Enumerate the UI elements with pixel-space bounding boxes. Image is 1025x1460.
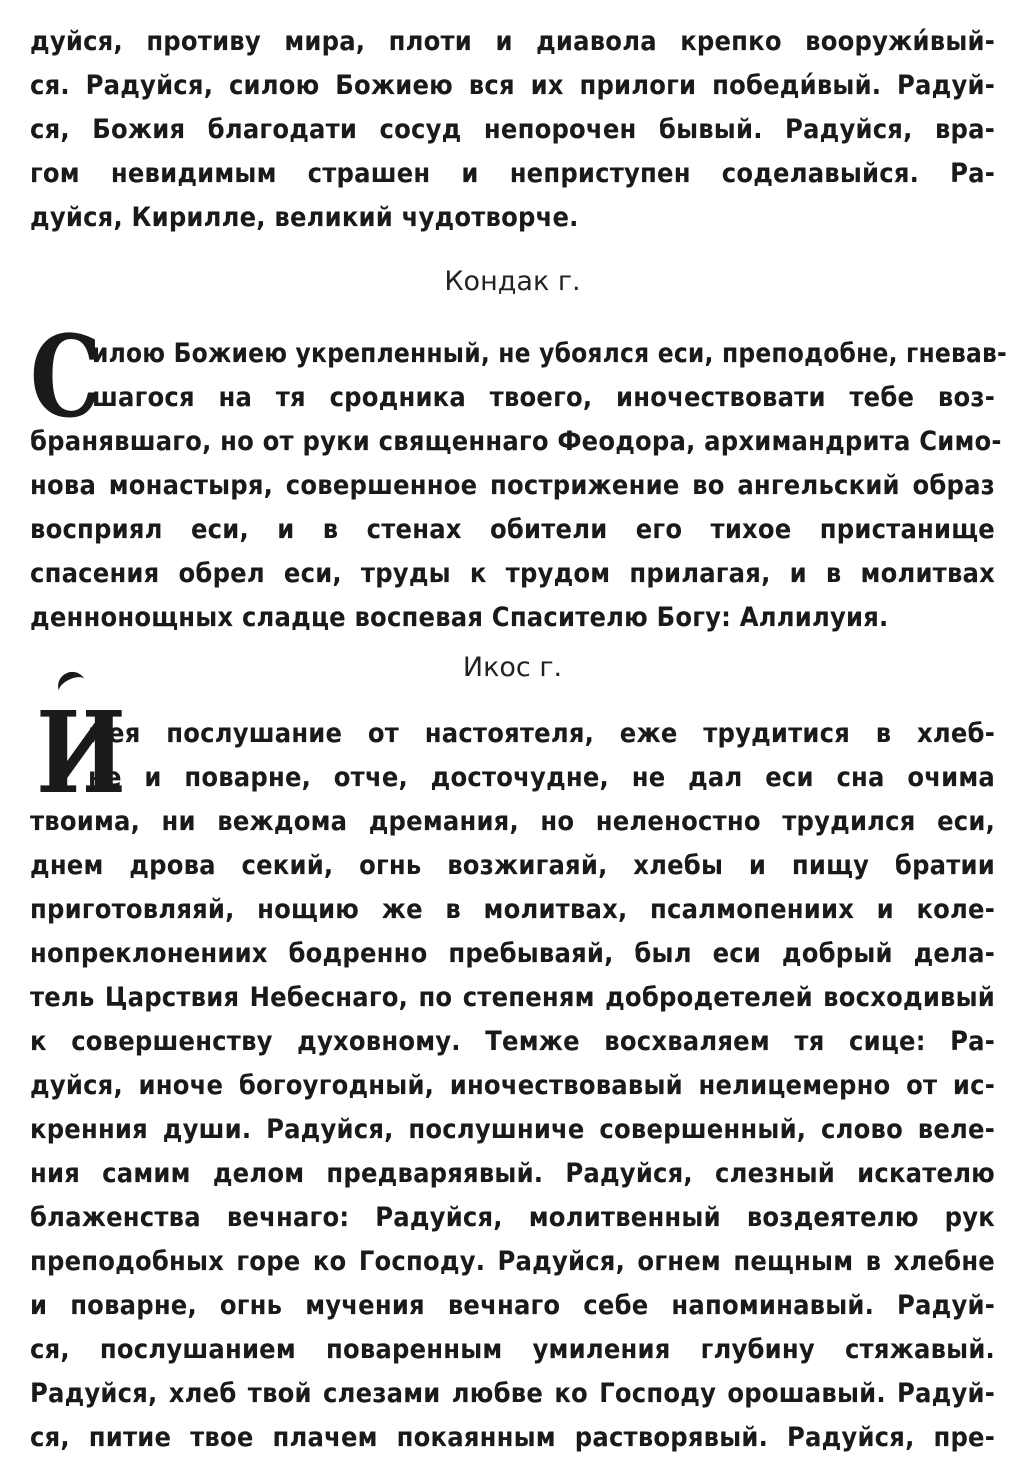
text-line: днем дрова секий, огнь возжигаяй, хлебы и пищу братии (30, 850, 995, 881)
text-line: мея послушание от настоятеля, еже трудитися в хлеб- (88, 718, 995, 749)
text-line: шагося на тя сродника твоего, иночествовати тебе воз- (92, 382, 995, 413)
text-line: преподобных горе ко Господу. Радуйся, огнем пещным в хлебне (30, 1246, 995, 1277)
text-line: спасения обрел еси, труды к трудом прилагая, и в молитвах (30, 558, 995, 589)
text-line: ся, послушанием поваренным умиления глубину стяжавый. (30, 1334, 995, 1365)
text-line: восприял еси, и в стенах обители его тихое пристанище (30, 514, 995, 545)
text-line: деннонощных сладце воспевая Спасителю Богу: Аллилуия. (30, 602, 889, 633)
text-line: ся, Божия благодати сосуд непорочен бывый. Радуйся, вра- (30, 114, 995, 145)
text-line: блаженства вечнаго: Радуйся, молитвенный воздеятелю рук (30, 1202, 995, 1233)
text-line: Радуйся, хлеб твой слезами любве ко Господу орошавый. Радуй- (30, 1378, 995, 1409)
text-line: ся, питие твое плачем покаянным растворявый. Радуйся, пре- (30, 1422, 995, 1453)
text-line: и поварне, огнь мучения вечнаго себе напоминавый. Радуй- (30, 1290, 995, 1321)
text-line: дуйся, иноче богоугодный, иночествовавый нелицемерно от ис- (30, 1070, 995, 1101)
text-line: нопреклонениих бодренно пребываяй, был еси добрый дела- (30, 938, 995, 969)
text-line: к совершенству духовному. Темже восхваляем тя сице: Ра- (30, 1026, 995, 1057)
text-line: приготовляяй, нощию же в молитвах, псалмопениих и коле- (30, 894, 995, 925)
text-line: ся. Радуйся, силою Божиею вся их прилоги победи́вый. Радуй- (30, 70, 995, 101)
text-line: бранявшаго, но от руки священнаго Феодора, архимандрита Симо- (30, 426, 1002, 457)
dropcap-letter: И (36, 688, 126, 819)
text-line: ния самим делом предваряявый. Радуйся, слезный искателю (30, 1158, 995, 1189)
kontakion-heading: Кондак г. (444, 266, 581, 297)
ikos-heading: Икос г. (462, 652, 563, 683)
text-line: нова монастыря, совершенное пострижение во ангельский образ (30, 470, 995, 501)
text-line: илою Божиею укрепленный, не убоялся еси, преподобне, гневав- (92, 338, 1007, 369)
text-line: не и поварне, отче, досточудне, не дал еси сна очима (88, 762, 995, 793)
text-line: гом невидимым страшен и неприступен соделавыйся. Ра- (30, 158, 995, 189)
text-line: дуйся, Кирилле, великий чудотворче. (30, 202, 579, 233)
text-line: твоима, ни веждома дремания, но неленостно трудился еси, (30, 806, 995, 837)
text-line: кренния души. Радуйся, послушниче совершенный, слово веле- (30, 1114, 995, 1145)
dropcap-letter: С (30, 312, 102, 443)
text-line: дуйся, противу мира, плоти и диавола крепко вооружи́вый- (30, 26, 995, 57)
text-line: тель Царствия Небеснаго, по степеням добродетелей восходивый (30, 982, 995, 1013)
